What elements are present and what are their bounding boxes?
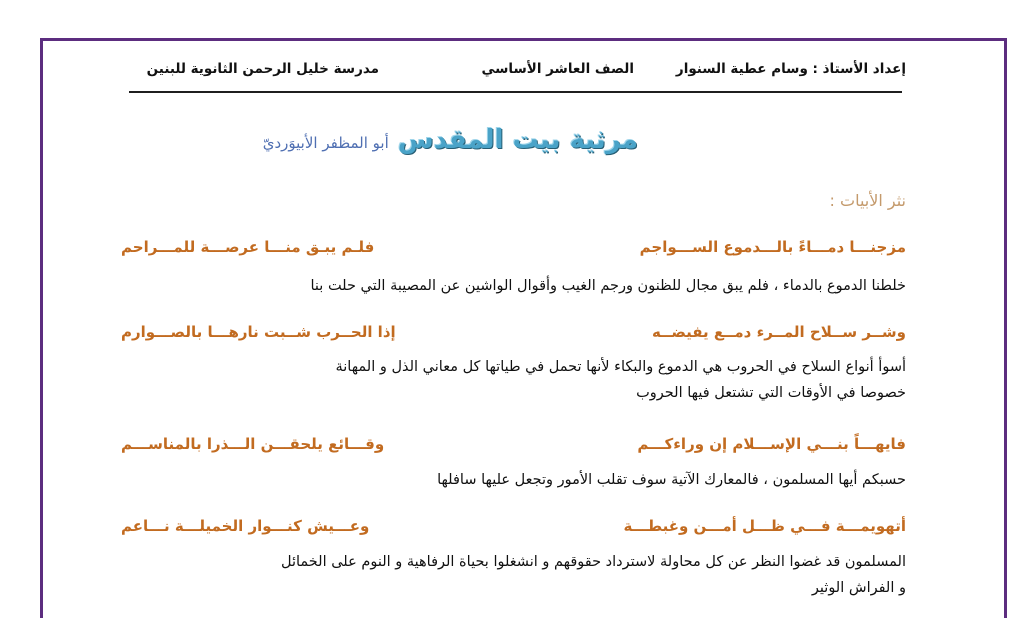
- author-credit: إعداد الأستاذ : وسام عطية السنوار: [675, 61, 906, 77]
- verse-first-hemistich: مزجنـــا دمـــاءً بالـــدموع الســـواجم: [639, 238, 906, 256]
- prose-paragraph-1: [121, 273, 906, 299]
- page-frame: [40, 38, 1007, 618]
- page-header: [43, 61, 1004, 85]
- prose-paragraph-2: [121, 354, 906, 406]
- section-label: نثر الأبيات :: [829, 191, 906, 210]
- verse-first-hemistich: أتهويمـــة فـــي ظـــل أمـــن وغبطـــة: [623, 517, 906, 535]
- header-divider: [129, 91, 902, 93]
- verse-first-hemistich: وشــر ســلاح المــرء دمــع يفيضــه: [651, 323, 906, 341]
- verse-line-3: [121, 435, 906, 461]
- prose-paragraph-4: [121, 549, 906, 601]
- prose-line: أسوأ أنواع السلاح في الحروب هي الدموع والبكاء لأنها تحمل في طياتها كل معاني الذل و المهانة: [335, 359, 906, 375]
- verse-second-hemistich: وعـــيش كنـــوار الخميلـــة نـــاعم: [121, 517, 370, 535]
- verse-first-hemistich: فايهـــاً بنـــي الإســـلام إن وراءكـــم: [637, 435, 906, 453]
- verse-second-hemistich: إذا الحــرب شــبت نارهـــا بالصـــوارم: [121, 323, 396, 341]
- poem-title-line: [263, 125, 638, 155]
- verse-second-hemistich: فلـم يبـق منـــا عرصـــة للمـــراحم: [121, 238, 375, 256]
- prose-paragraph-3: [121, 467, 906, 493]
- prose-line: خصوصا في الأوقات التي تشتعل فيها الحروب: [636, 385, 906, 401]
- verse-second-hemistich: وقـــائع يلحقـــن الـــذرا بالمناســـم: [121, 435, 385, 453]
- prose-line: حسبكم أيها المسلمون ، فالمعارك الآتية سوف تقلب الأمور وتجعل عليها سافلها: [437, 472, 906, 488]
- verse-line-2: [121, 323, 906, 349]
- prose-line: خلطنا الدموع بالدماء ، فلم يبق مجال للظنون ورجم الغيب وأقوال الواشين عن المصيبة التي حلت بنا: [310, 278, 906, 294]
- verse-line-4: [121, 517, 906, 543]
- prose-line: و الفراش الوثير: [811, 580, 906, 596]
- school-name: مدرسة خليل الرحمن الثانوية للبنين: [146, 61, 379, 77]
- verse-line-1: [121, 238, 906, 264]
- poet-name: أبو المظفر الأبيوَرديّ: [262, 134, 389, 152]
- prose-line: المسلمون قد غضوا النظر عن كل محاولة لاسترداد حقوقهم و انشغلوا بحياة الرفاهية و النوم على الخمائل: [280, 554, 906, 570]
- grade-label: الصف العاشر الأساسي: [481, 61, 634, 77]
- poem-title: مرثية بيت المقدس: [397, 125, 638, 155]
